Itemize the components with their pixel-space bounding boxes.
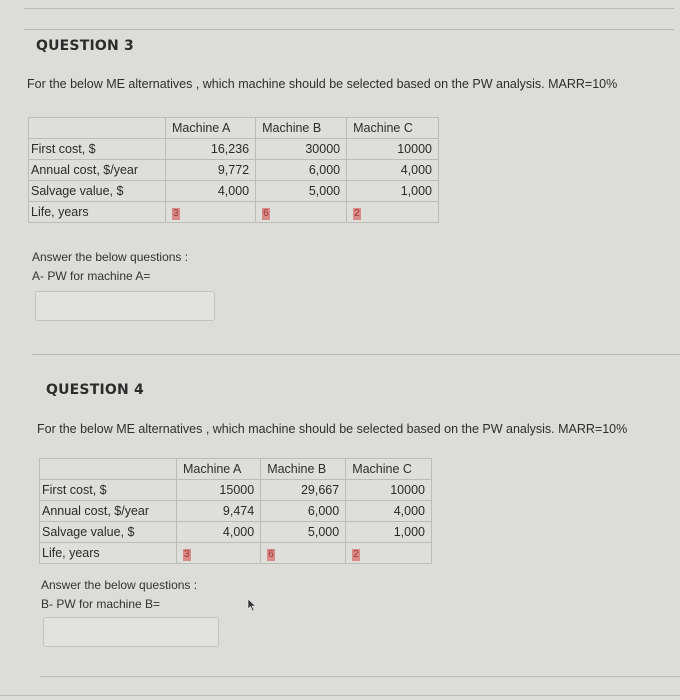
cell-machine-c: 1,000 [346, 522, 432, 543]
header-machine-b: Machine B [256, 118, 347, 139]
mouse-cursor-icon [247, 598, 257, 612]
bottom-divider [40, 676, 680, 677]
cell-machine-a [166, 202, 256, 223]
table-row [29, 160, 439, 181]
table-row [40, 522, 432, 543]
life-value-highlight: 2 [354, 207, 360, 219]
row-label: Salvage value, $ [40, 522, 177, 543]
cell-machine-b: 30000 [256, 139, 347, 160]
machine-table [39, 458, 432, 564]
cell-machine-a: 4,000 [166, 181, 256, 202]
question-divider [32, 354, 680, 355]
table-header-row [40, 459, 432, 480]
cell-machine-a: 15000 [177, 480, 261, 501]
answer-intro: Answer the below questions : [32, 250, 189, 264]
header-machine-c: Machine C [347, 118, 439, 139]
cell-machine-c: 1,000 [347, 181, 439, 202]
life-value-highlight: 2 [353, 548, 359, 560]
header-machine-b: Machine B [261, 459, 346, 480]
header-machine-a: Machine A [177, 459, 261, 480]
life-value-highlight: 3 [173, 207, 179, 219]
machine-table [28, 117, 439, 223]
table-row [40, 543, 432, 564]
table-row [29, 202, 439, 223]
cell-machine-c: 4,000 [347, 160, 439, 181]
cell-machine-b: 6,000 [256, 160, 347, 181]
row-label: First cost, $ [29, 139, 166, 160]
cell-machine-c: 10000 [347, 139, 439, 160]
top-divider [24, 8, 674, 9]
row-label: Annual cost, $/year [40, 501, 177, 522]
cell-machine-a: 9,772 [166, 160, 256, 181]
row-label: Life, years [40, 543, 177, 564]
row-label: First cost, $ [40, 480, 177, 501]
table-row [40, 501, 432, 522]
header-machine-c: Machine C [346, 459, 432, 480]
table-header-row [29, 118, 439, 139]
header-blank [40, 459, 177, 480]
cell-machine-b [256, 202, 347, 223]
answer-label: A- PW for machine A= [32, 269, 151, 283]
cell-machine-b [261, 543, 346, 564]
answer-input-a[interactable] [35, 291, 215, 321]
cell-machine-c [346, 543, 432, 564]
cell-machine-c: 10000 [346, 480, 432, 501]
question-title: QUESTION 3 [36, 38, 134, 54]
cell-machine-a [177, 543, 261, 564]
cell-machine-a: 9,474 [177, 501, 261, 522]
cell-machine-c: 4,000 [346, 501, 432, 522]
row-label: Annual cost, $/year [29, 160, 166, 181]
header-machine-a: Machine A [166, 118, 256, 139]
cell-machine-c [347, 202, 439, 223]
row-label: Salvage value, $ [29, 181, 166, 202]
cell-machine-a: 4,000 [177, 522, 261, 543]
table-row [29, 181, 439, 202]
answer-label: B- PW for machine B= [41, 597, 161, 611]
answer-input-b[interactable] [43, 617, 219, 647]
cell-machine-a: 16,236 [166, 139, 256, 160]
question-title: QUESTION 4 [46, 382, 144, 398]
table-row [29, 139, 439, 160]
life-value-highlight: 3 [184, 548, 190, 560]
question-prompt: For the below ME alternatives , which machine should be selected based on the PW analysis. MARR=10% [37, 422, 628, 436]
top-divider-2 [24, 29, 674, 30]
life-value-highlight: 6 [268, 548, 274, 560]
cell-machine-b: 6,000 [261, 501, 346, 522]
table-row [40, 480, 432, 501]
header-blank [29, 118, 166, 139]
row-label: Life, years [29, 202, 166, 223]
cell-machine-b: 5,000 [261, 522, 346, 543]
bottom-divider-2 [0, 695, 680, 696]
question-prompt: For the below ME alternatives , which machine should be selected based on the PW analysis. MARR=10% [27, 77, 618, 91]
cell-machine-b: 5,000 [256, 181, 347, 202]
life-value-highlight: 6 [263, 207, 269, 219]
cell-machine-b: 29,667 [261, 480, 346, 501]
answer-intro: Answer the below questions : [41, 578, 198, 592]
